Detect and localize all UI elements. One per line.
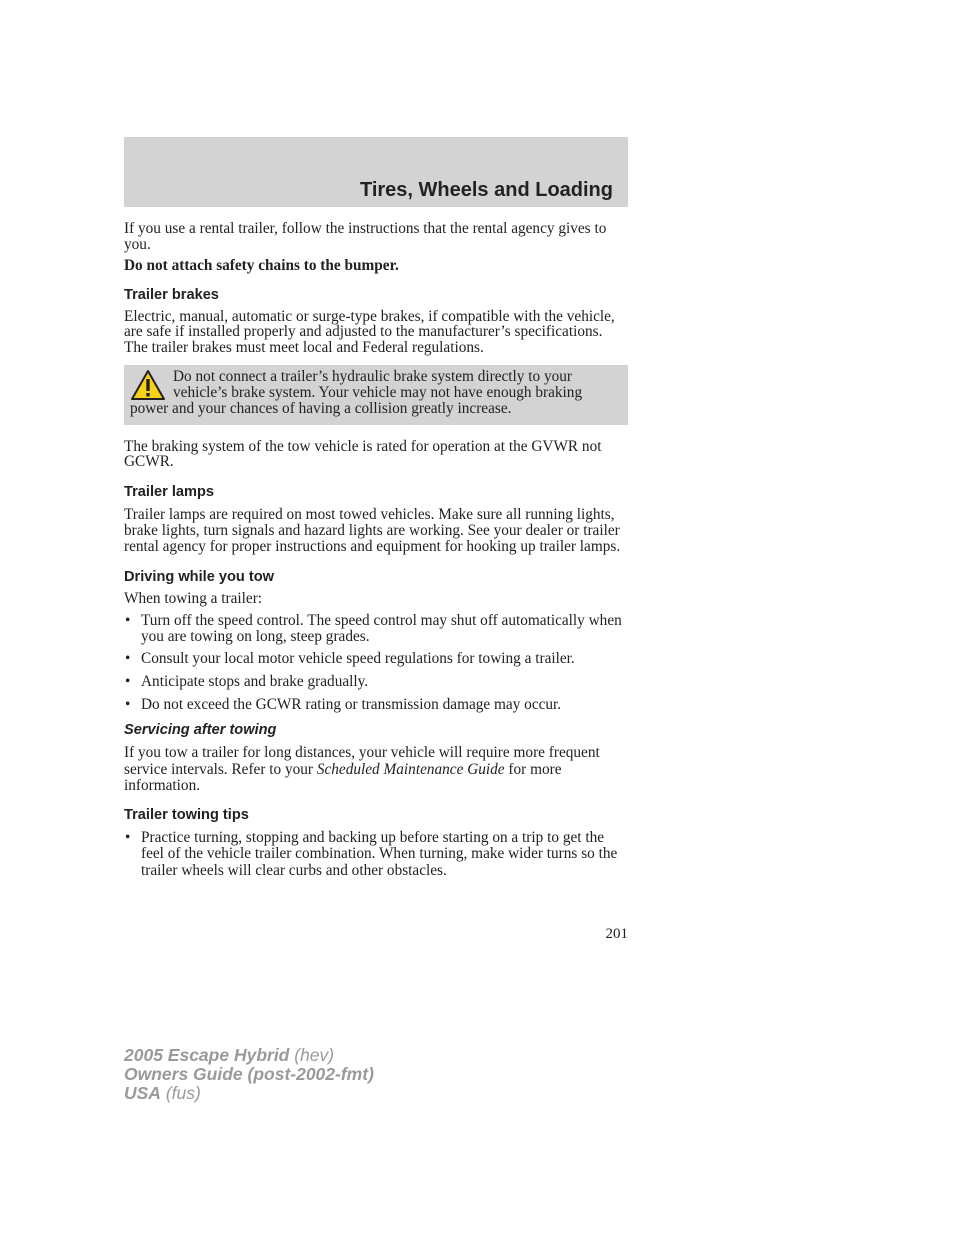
tips-bullet-list xyxy=(124,830,628,879)
page-content xyxy=(124,221,628,879)
footer-model-code: (hev) xyxy=(289,1045,335,1065)
list-item-text: Consult your local motor vehicle speed regulations for towing a trailer. xyxy=(141,650,575,668)
footer-line-market xyxy=(124,1084,374,1103)
document-footer xyxy=(124,1046,374,1103)
list-item-text: Do not exceed the GCWR rating or transmission damage may occur. xyxy=(141,695,562,713)
page-number: 201 xyxy=(605,926,628,942)
warning-triangle-icon xyxy=(130,369,166,401)
trailer-lamps-paragraph: Trailer lamps are required on most towed vehicles. Make sure all running lights, brake lights, turn signals and hazard lights are working. See your dealer or trailer rental agency for proper instructions and equipment for hooking up trailer lamps. xyxy=(124,505,621,556)
bullet-dot: • xyxy=(125,673,131,691)
list-item xyxy=(124,613,628,644)
servicing-heading: Servicing after towing xyxy=(124,722,277,739)
warning-text: Do not connect a trailer’s hydraulic brake system directly to your vehicle’s brake system. Your vehicle may not have enough braking power and your chances of having a collision greatly increase. xyxy=(130,367,583,417)
section-title: Tires, Wheels and Loading xyxy=(359,179,613,201)
warning-box xyxy=(124,365,628,425)
list-item xyxy=(124,651,628,667)
footer-guide: Owners Guide (post-2002-fmt) xyxy=(124,1064,374,1084)
trailer-brakes-paragraph: Electric, manual, automatic or surge-type brakes, if compatible with the vehicle, are safe if installed properly and adjusted to the manufacturer’s specifications. The trailer brakes must meet local and Federal regulations. xyxy=(124,307,615,356)
safety-chains-note: Do not attach safety chains to the bumper. xyxy=(124,257,399,275)
list-item xyxy=(124,674,628,690)
list-item-text: Practice turning, stopping and backing up before starting on a trip to get the feel of the vehicle trailer combination. When turning, make wider turns so the trailer wheels will clear curbs and other obstacles. xyxy=(141,829,618,879)
footer-line-guide xyxy=(124,1065,374,1084)
trailer-lamps-heading: Trailer lamps xyxy=(124,483,215,500)
bullet-dot: • xyxy=(125,612,131,630)
list-item xyxy=(124,830,628,879)
servicing-paragraph xyxy=(124,745,628,794)
footer-line-model xyxy=(124,1046,374,1065)
rental-trailer-paragraph: If you use a rental trailer, follow the instructions that the rental agency gives to you. xyxy=(124,220,607,253)
bullet-dot: • xyxy=(125,829,131,847)
driving-while-tow-heading: Driving while you tow xyxy=(124,568,274,585)
driving-bullet-list xyxy=(124,613,628,712)
footer-model: 2005 Escape Hybrid xyxy=(124,1045,290,1065)
section-header-band xyxy=(124,137,628,207)
bullet-dot: • xyxy=(125,650,131,668)
maintenance-guide-reference: Scheduled Maintenance Guide xyxy=(316,760,505,778)
bullet-dot: • xyxy=(125,695,131,713)
driving-intro: When towing a trailer: xyxy=(124,589,263,607)
list-item xyxy=(124,697,628,713)
footer-market: USA xyxy=(124,1083,161,1103)
servicing-text-start: If you tow a trailer for long distances, your vehicle will require more frequent service intervals. Refer to your xyxy=(124,744,600,778)
list-item-text: Anticipate stops and brake gradually. xyxy=(141,673,369,691)
braking-rating-paragraph: The braking system of the tow vehicle is rated for operation at the GVWR not GCWR. xyxy=(124,437,602,471)
servicing-text-end: for more information. xyxy=(124,760,562,794)
list-item-text: Turn off the speed control. The speed control may shut off automatically when you are towing on long, steep grades. xyxy=(141,612,622,645)
trailer-brakes-heading: Trailer brakes xyxy=(124,286,219,303)
towing-tips-heading: Trailer towing tips xyxy=(124,807,249,824)
footer-market-code: (fus) xyxy=(160,1083,201,1103)
